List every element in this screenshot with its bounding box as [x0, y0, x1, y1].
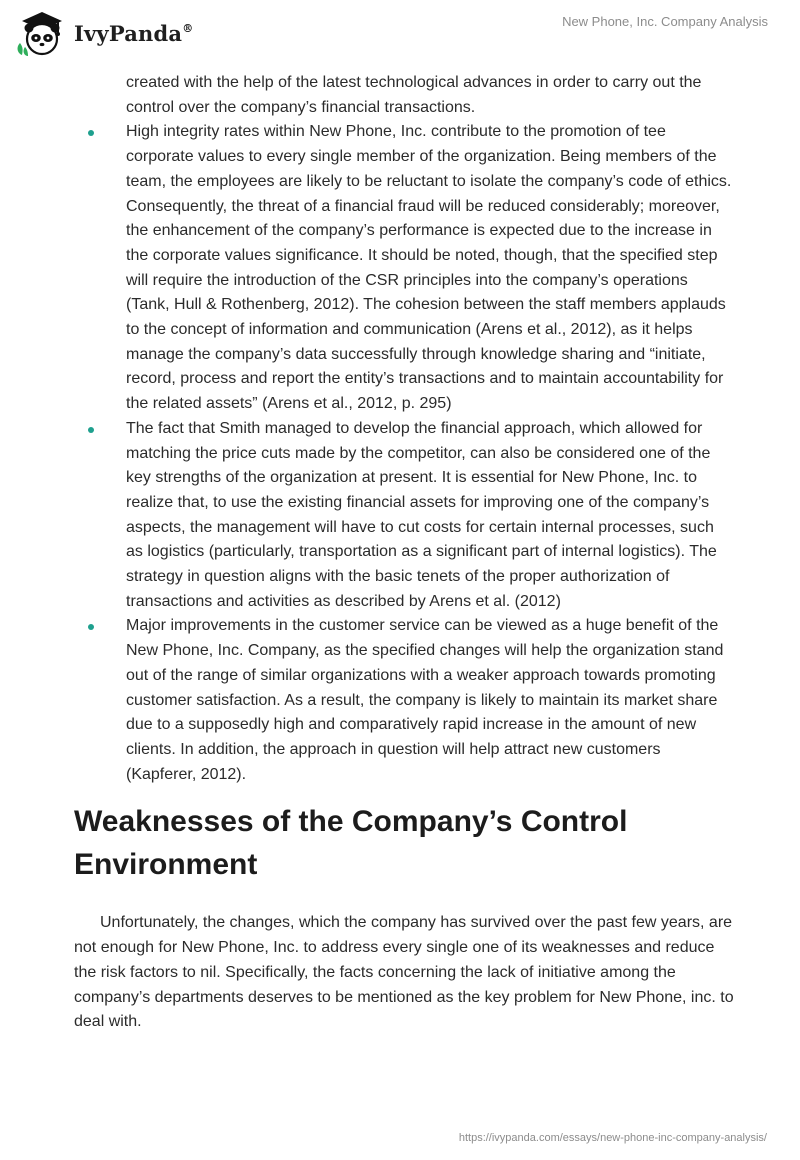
- brand-name: IvyPanda®: [74, 20, 194, 46]
- list-item-text: High integrity rates within New Phone, Inc. contribute to the promotion of tee corporate values to every single member of the organization. Being members of the team, the employees are likely to be reluctant to isolate the company’s code of ethics. Consequently, the threat of a financial fraud will be reduced considerably; moreover, the enhancement of the company’s performance is expected due to the increase in the corporate values significance. It should be noted, though, that the specified step will require the introduction of the CSR principles into the company’s operations (Tank, Hull & Rothenberg, 2012). The cohesion between the staff members applauds to the concept of information and communication (Arens et al., 2012), as it helps manage the company’s data successfully through knowledge sharing and “initiate, record, process and report the entity’s transactions and to maintain accountability for the related assets” (Arens et al., 2012, p. 295): [126, 123, 732, 413]
- list-item: [74, 417, 734, 615]
- body-paragraph: Unfortunately, the changes, which the company has survived over the past few years, are not enough for New Phone, Inc. to address every single one of its weaknesses and reduce the risk factors to nil. Specifically, the facts concerning the lack of initiative among the company’s departments deserves to be mentioned as the key problem for New Phone, inc. to deal with.: [74, 914, 734, 1031]
- article-content: [74, 71, 734, 1035]
- list-item-continuation: [74, 71, 734, 120]
- ivypanda-logo[interactable]: [14, 9, 193, 57]
- section-heading: Weaknesses of the Company’s Control Environment: [74, 805, 628, 882]
- page-header: [0, 0, 800, 66]
- document-title: New Phone, Inc. Company Analysis: [562, 14, 768, 29]
- list-item-text: The fact that Smith managed to develop the financial approach, which allowed for matching the price cuts made by the competitor, can also be considered one of the key strengths of the organization at present. It is essential for New Phone, Inc. to realize that, to use the existing financial assets for improving one of the company’s aspects, the management will have to cut costs for certain internal processes, such as logistics (particularly, transportation as a significant part of internal logistics). The strategy in question aligns with the basic tenets of the proper authorization of transactions and activities as described by Arens et al. (2012): [126, 419, 717, 610]
- bullet-dot-icon: [88, 427, 94, 433]
- panda-graduate-icon: [14, 9, 66, 57]
- list-item: [74, 120, 734, 416]
- list-item-text: Major improvements in the customer service can be viewed as a huge benefit of the New Phone, Inc. Company, as the specified changes will help the organization stand out of the range of similar organizations with a weaker approach towards promoting customer satisfaction. As a result, the company is likely to maintain its market share due to a supposedly high and comparatively rapid increase in the amount of new clients. In addition, the approach in question will help attract new customers (Kapferer, 2012).: [126, 617, 724, 783]
- strengths-list: [74, 71, 734, 787]
- bullet-dot-icon: [88, 130, 94, 136]
- bullet-dot-icon: [88, 624, 94, 630]
- list-item-text: created with the help of the latest technological advances in order to carry out the control over the company’s financial transactions.: [126, 74, 702, 116]
- source-url[interactable]: https://ivypanda.com/essays/new-phone-inc-company-analysis/: [458, 1132, 767, 1144]
- list-item: [74, 614, 734, 787]
